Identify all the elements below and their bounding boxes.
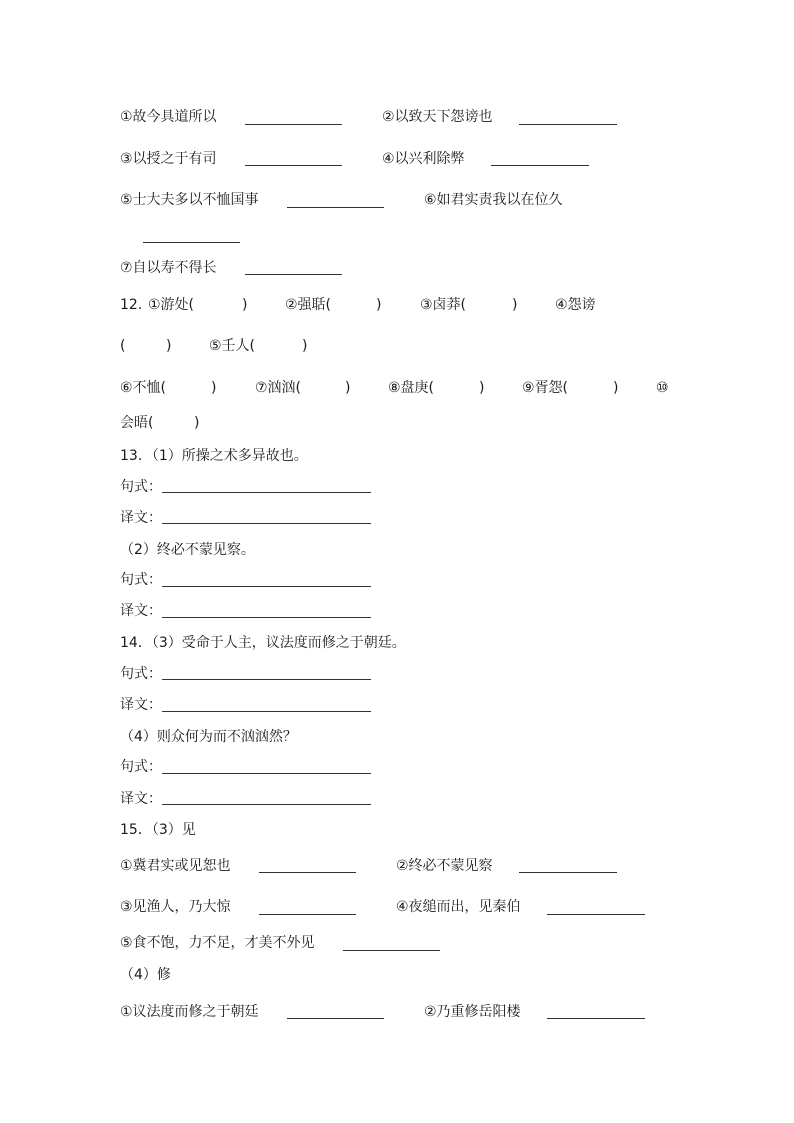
term-6: ⑥不恤( (120, 380, 167, 396)
jian-item-4: ④夜缒而出，见秦伯 (396, 899, 521, 915)
term-1: ①游处( (148, 297, 195, 313)
open-paren: ( (120, 338, 126, 354)
close-paren: ) (242, 297, 248, 313)
item-1: ①故今具道所以 (120, 109, 217, 125)
answer-blank[interactable] (519, 124, 617, 125)
close-paren: ) (479, 380, 485, 396)
answer-blank[interactable] (143, 242, 240, 243)
q15-heading: 15．（3）见 (120, 822, 196, 838)
sentence-label: 句式： (120, 572, 162, 588)
jian-item-2: ②终必不蒙见察 (396, 858, 493, 874)
term-8: ⑧盘庚( (388, 380, 435, 396)
close-paren: ) (613, 380, 619, 396)
item-2: ②以致天下怨谤也 (382, 109, 493, 125)
item-4: ④以兴利除弊 (382, 151, 465, 167)
answer-line[interactable] (162, 523, 371, 524)
close-paren: ) (194, 415, 200, 431)
term-2: ②强聒( (285, 297, 332, 313)
translation-label: 译文： (120, 510, 162, 526)
answer-line[interactable] (162, 492, 371, 493)
xiu-item-2: ②乃重修岳阳楼 (424, 1004, 521, 1020)
translation-label: 译文： (120, 791, 162, 807)
sentence-label: 句式： (120, 666, 162, 682)
item-5: ⑤士大夫多以不恤国事 (120, 192, 259, 208)
answer-blank[interactable] (491, 165, 589, 166)
item-3: ③以授之于有司 (120, 151, 217, 167)
translation-label: 译文： (120, 697, 162, 713)
q14-prompt-4: （4）则众何为而不汹汹然？ (120, 729, 297, 745)
close-paren: ) (512, 297, 518, 313)
jian-item-1: ①冀君实或见恕也 (120, 858, 231, 874)
close-paren: ) (302, 338, 308, 354)
term-7: ⑦汹汹( (255, 380, 302, 396)
answer-blank[interactable] (519, 872, 617, 873)
answer-blank[interactable] (259, 914, 356, 915)
close-paren: ) (211, 380, 217, 396)
answer-line[interactable] (162, 773, 371, 774)
item-6: ⑥如君实责我以在位久 (424, 192, 563, 208)
jian-item-5: ⑤食不饱，力不足，才美不外见 (120, 935, 315, 951)
question-number-12: 12． (120, 297, 152, 313)
q14-prompt-3: 14．（3）受命于人主，议法度而修之于朝廷。 (120, 635, 406, 651)
answer-blank[interactable] (343, 950, 440, 951)
term-9: ⑨胥怨( (522, 380, 569, 396)
answer-line[interactable] (162, 804, 371, 805)
item-7: ⑦自以寿不得长 (120, 260, 217, 276)
q13-prompt-2: （2）终必不蒙见察。 (120, 542, 255, 558)
answer-line[interactable] (162, 711, 371, 712)
answer-blank[interactable] (245, 274, 342, 275)
answer-blank[interactable] (287, 1018, 384, 1019)
close-paren: ) (166, 338, 172, 354)
term-4: ④怨谤 (555, 297, 596, 313)
q13-prompt-1: 13．（1）所操之术多异故也。 (120, 448, 308, 464)
answer-blank[interactable] (547, 914, 645, 915)
term-10-marker: ⑩ (656, 380, 669, 396)
sentence-label: 句式： (120, 479, 162, 495)
term-5: ⑤壬人( (209, 338, 256, 354)
answer-line[interactable] (162, 679, 371, 680)
answer-line[interactable] (162, 617, 371, 618)
xiu-heading: （4）修 (120, 967, 171, 983)
answer-blank[interactable] (287, 207, 384, 208)
answer-blank[interactable] (245, 165, 342, 166)
answer-line[interactable] (162, 586, 371, 587)
close-paren: ) (376, 297, 382, 313)
jian-item-3: ③见渔人，乃大惊 (120, 899, 231, 915)
answer-blank[interactable] (259, 872, 356, 873)
sentence-label: 句式： (120, 759, 162, 775)
xiu-item-1: ①议法度而修之于朝廷 (120, 1004, 259, 1020)
answer-blank[interactable] (547, 1018, 645, 1019)
term-3: ③卤莽( (420, 297, 467, 313)
term-10: 会晤( (120, 415, 154, 431)
close-paren: ) (345, 380, 351, 396)
translation-label: 译文： (120, 603, 162, 619)
answer-blank[interactable] (245, 124, 342, 125)
